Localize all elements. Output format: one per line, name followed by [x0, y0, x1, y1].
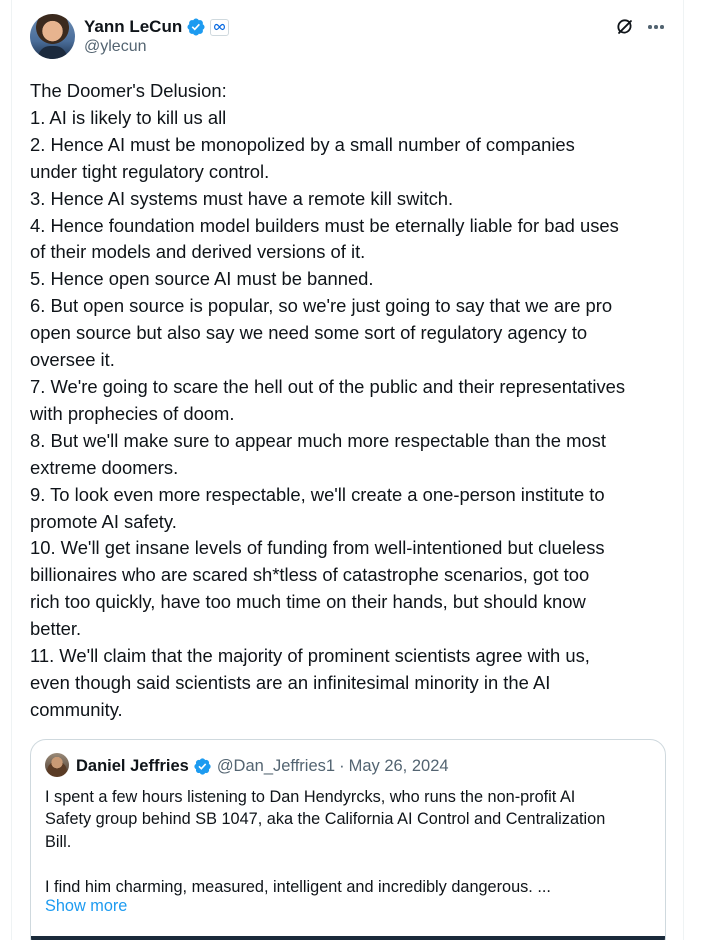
author-display-name[interactable]: Yann LeCun	[84, 17, 183, 36]
tweet-line: 10. We'll get insane levels of funding from well-intentioned but clueless	[30, 537, 605, 559]
author-avatar[interactable]	[30, 14, 75, 59]
tweet-line: 9. To look even more respectable, we'll create a one-person institute to	[30, 483, 605, 505]
tweet-text	[30, 78, 675, 724]
grok-icon[interactable]	[614, 16, 636, 38]
tweet-line: 6. But open source is popular, so we're just going to say that we are pro	[30, 295, 613, 317]
tweet-line: 4. Hence foundation model builders must be eternally liable for bad uses	[30, 214, 619, 236]
tweet-line: better.	[30, 618, 82, 640]
quoted-author-avatar[interactable]	[45, 753, 69, 777]
timeline-border-right	[683, 0, 684, 940]
quoted-tweet-line: I spent a few hours listening to Dan Hendyrcks, who runs the non-profit AI	[45, 788, 576, 806]
quoted-tweet-text	[45, 786, 650, 898]
quoted-tweet-date[interactable]: May 26, 2024	[348, 756, 449, 775]
quoted-tweet-line: I find him charming, measured, intelligent and incredibly dangerous. ...	[45, 877, 551, 896]
meta-infinity-icon[interactable]	[210, 19, 229, 36]
quoted-author-handle[interactable]: @Dan_Jeffries1	[216, 756, 336, 775]
verified-badge-icon[interactable]	[193, 757, 212, 776]
verified-badge-icon[interactable]	[186, 17, 206, 37]
tweet-line: 3. Hence AI systems must have a remote kill switch.	[30, 187, 454, 209]
tweet-line: open source but also say we need some sort of regulatory agency to	[30, 322, 588, 344]
tweet-line: community.	[30, 698, 123, 720]
tweet-line: oversee it.	[30, 349, 115, 371]
header-separator: ·	[339, 756, 345, 775]
more-dots-icon[interactable]	[645, 16, 667, 38]
tweet-line: 1. AI is likely to kill us all	[30, 106, 227, 128]
tweet-line: The Doomer's Delusion:	[30, 80, 227, 101]
timeline-border-left	[11, 0, 12, 940]
tweet-line: billionaires who are scared sh*tless of catastrophe scenarios, got too	[30, 564, 590, 586]
tweet-line: rich too quickly, have too much time on their hands, but should know	[30, 591, 586, 613]
tweet-line: promote AI safety.	[30, 510, 177, 532]
quoted-media-preview[interactable]	[31, 936, 666, 940]
tweet-line: 2. Hence AI must be monopolized by a small number of companies	[30, 133, 575, 155]
quoted-tweet-line: Bill.	[45, 832, 72, 851]
tweet-line: extreme doomers.	[30, 456, 179, 478]
show-more-link[interactable]: Show more	[45, 897, 128, 915]
tweet-line: 11. We'll claim that the majority of prominent scientists agree with us,	[30, 645, 590, 667]
tweet-line: 5. Hence open source AI must be banned.	[30, 268, 374, 290]
author-handle[interactable]: @ylecun	[84, 38, 147, 55]
quoted-tweet-header	[76, 755, 449, 777]
tweet-line: 7. We're going to scare the hell out of the public and their representatives	[30, 375, 626, 397]
tweet-line: with prophecies of doom.	[30, 402, 235, 424]
tweet-line: 8. But we'll make sure to appear much more respectable than the most	[30, 429, 606, 451]
quoted-author-name[interactable]: Daniel Jeffries	[76, 756, 189, 775]
quoted-tweet-line: Safety group behind SB 1047, aka the California AI Control and Centralization	[45, 810, 606, 829]
author-name-row	[84, 16, 229, 38]
tweet-line: even though said scientists are an infinitesimal minority in the AI	[30, 671, 551, 693]
tweet-line: of their models and derived versions of it.	[30, 241, 366, 263]
tweet-line: under tight regulatory control.	[30, 160, 270, 182]
paragraph-gap	[45, 853, 650, 875]
quoted-tweet-card[interactable]	[30, 739, 666, 940]
